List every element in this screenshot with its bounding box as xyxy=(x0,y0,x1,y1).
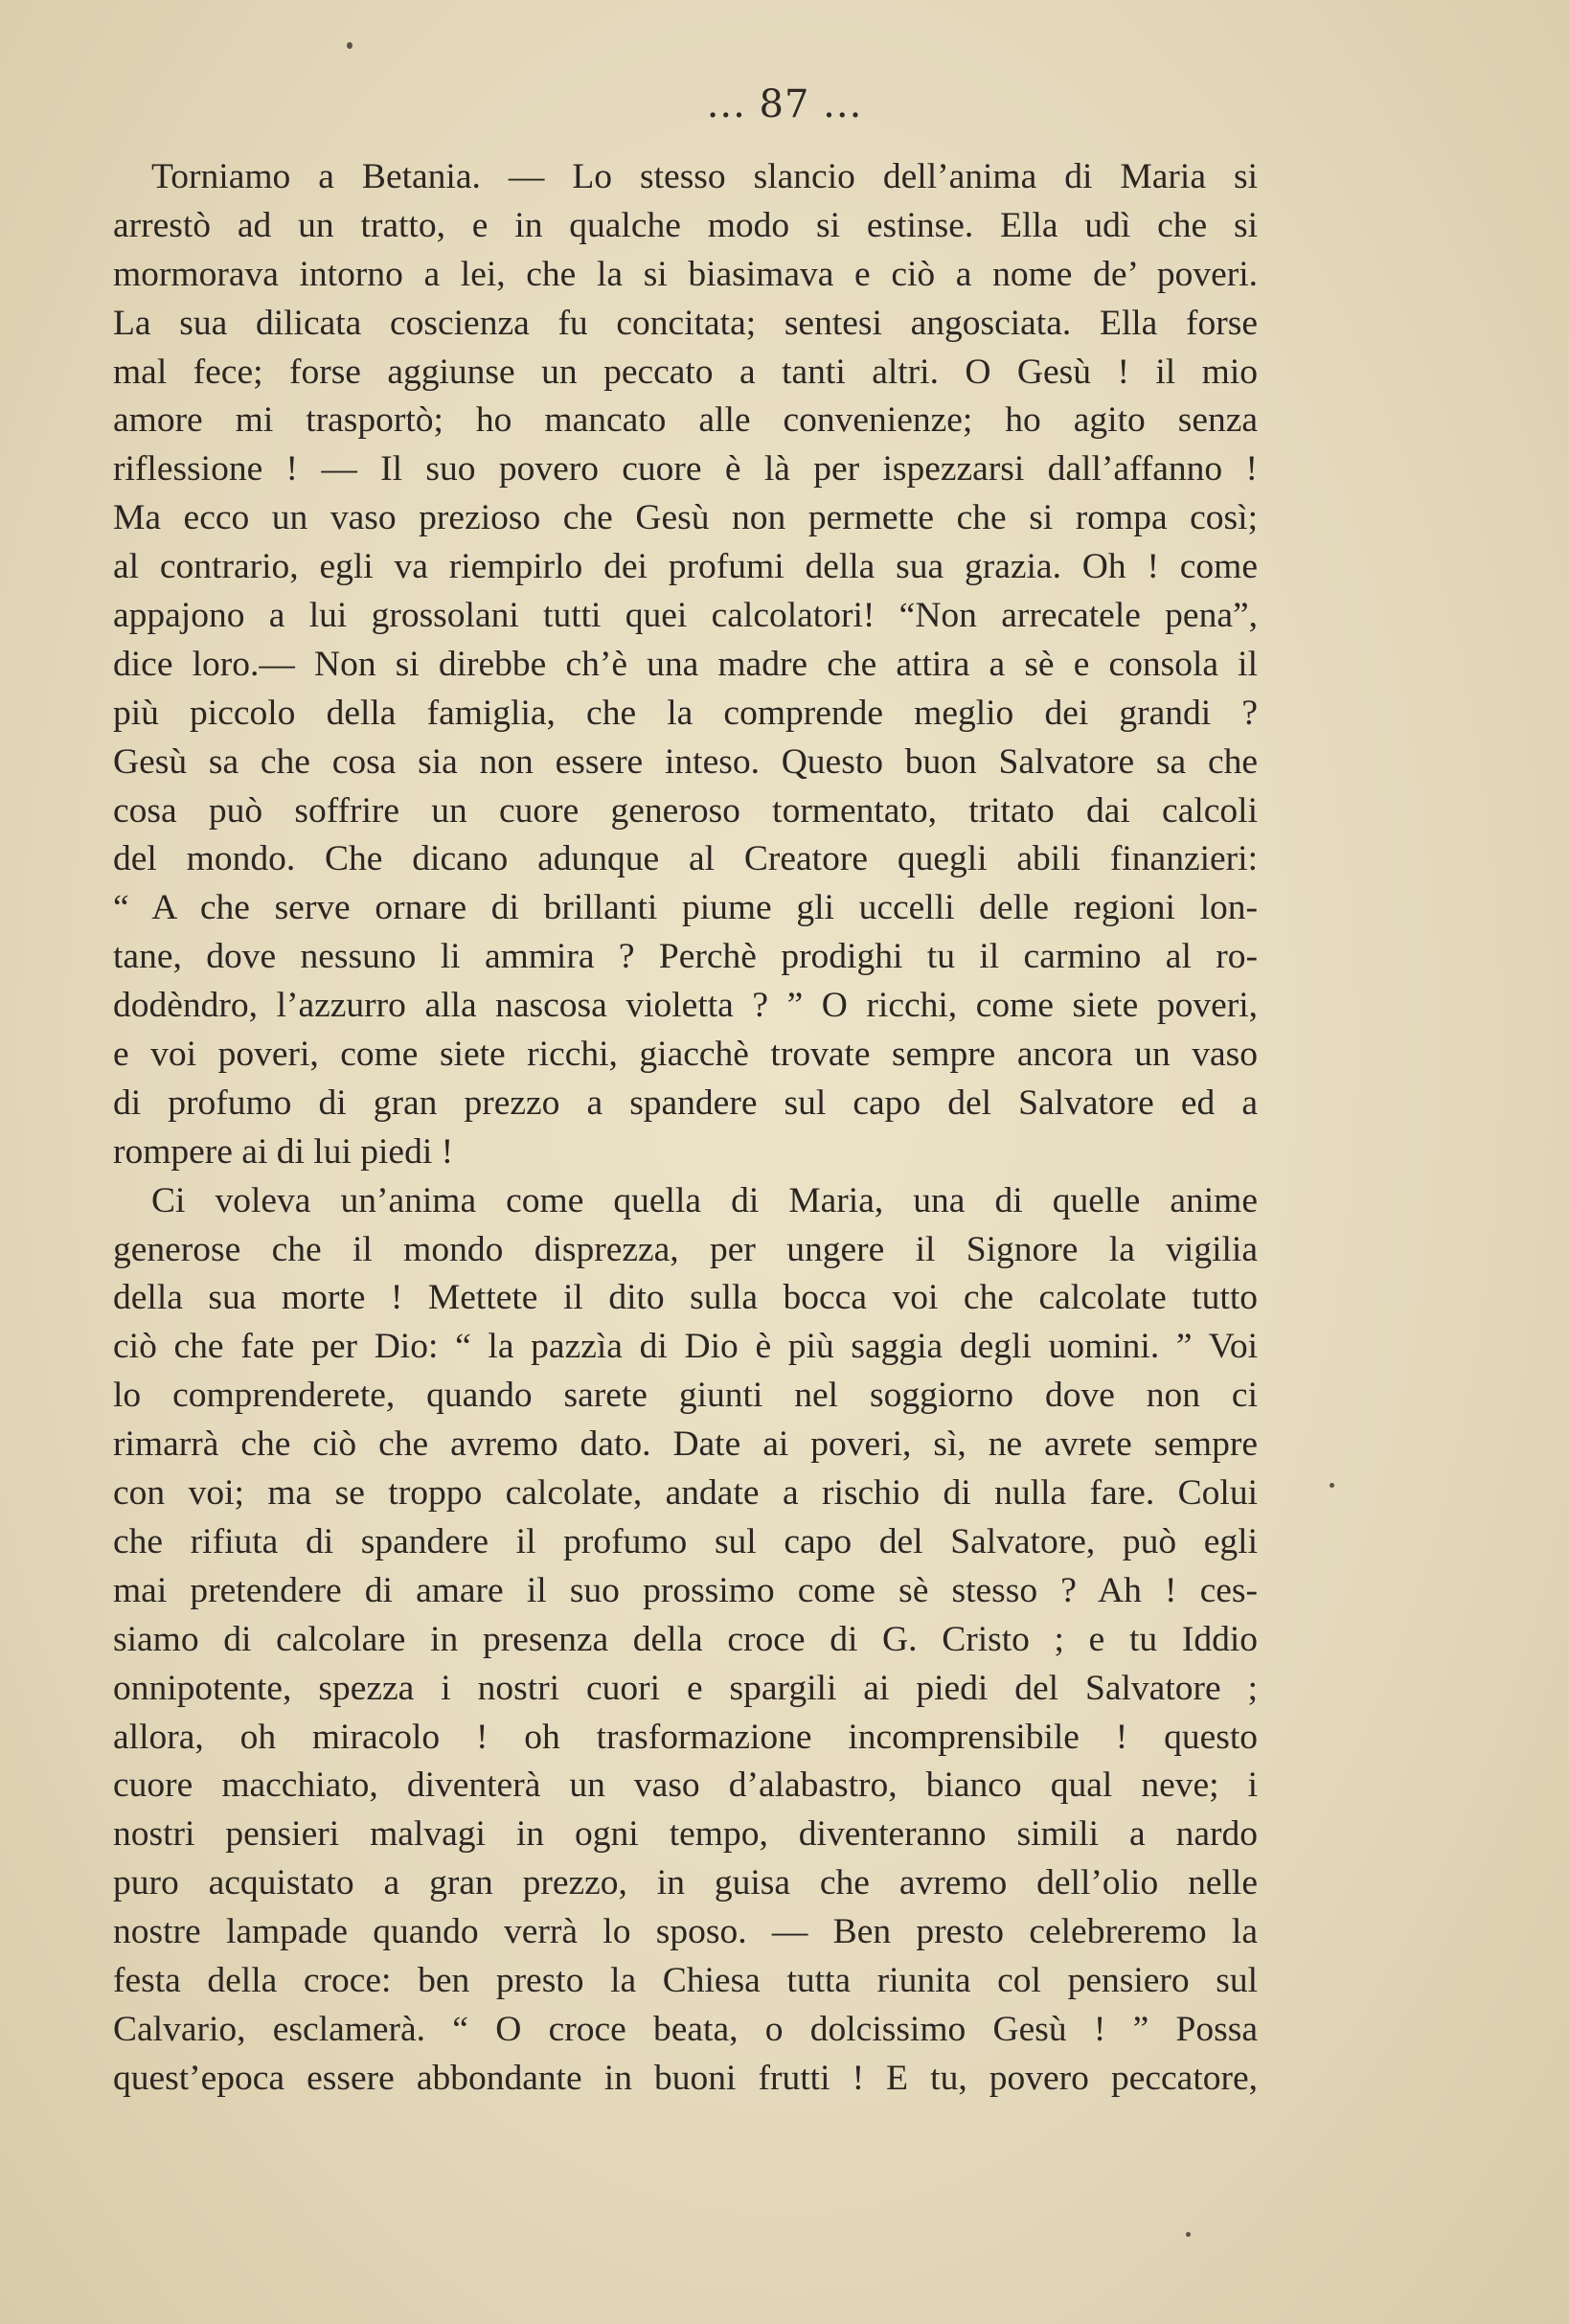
text-line: di profumo di gran prezzo a spandere sul capo del Salvatore ed a xyxy=(113,1082,1258,1123)
text-line: riflessione ! — Il suo povero cuore è là per ispezzarsi dall’affanno ! xyxy=(113,449,1258,490)
text-line: Gesù sa che cosa sia non essere inteso. Questo buon Salvatore sa che xyxy=(113,741,1258,782)
text-line: arrestò ad un tratto, e in qualche modo si estinse. Ella udì che si xyxy=(113,205,1258,245)
text-line: rimarrà che ciò che avremo dato. Date ai poveri, sì, ne avrete sempre xyxy=(113,1424,1258,1465)
body-text xyxy=(113,153,1258,2104)
text-line: dice loro.— Non si direbbe ch’è una madre che attira a sè e consola il xyxy=(113,644,1258,684)
text-line: del mondo. Che dicano adunque al Creatore quegli abili finanzieri: xyxy=(113,839,1258,879)
text-line: Calvario, esclamerà. “ O croce beata, o dolcissimo Gesù ! ” Possa xyxy=(113,2009,1258,2049)
text-line: quest’epoca essere abbondante in buoni frutti ! E tu, povero peccatore, xyxy=(113,2058,1258,2098)
text-line: Ci voleva un’anima come quella di Maria, una di quelle anime xyxy=(151,1180,1258,1220)
text-line: allora, oh miracolo ! oh trasformazione incomprensibile ! questo xyxy=(113,1717,1258,1757)
text-line: al contrario, egli va riempirlo dei profumi della sua grazia. Oh ! come xyxy=(113,547,1258,587)
text-line: Ma ecco un vaso prezioso che Gesù non permette che si rompa così; xyxy=(113,498,1258,538)
ink-speck xyxy=(1330,1483,1334,1488)
text-line: più piccolo della famiglia, che la comprende meglio dei grandi ? xyxy=(113,693,1258,733)
text-line: ciò che fate per Dio: “ la pazzìa di Dio è più saggia degli uomini. ” Voi xyxy=(113,1327,1258,1367)
text-line: puro acquistato a gran prezzo, in guisa che avremo dell’olio nelle xyxy=(113,1863,1258,1903)
text-line: appajono a lui grossolani tutti quei calcolatori! “Non arrecatele pena”, xyxy=(113,596,1258,636)
text-line: mal fece; forse aggiunse un peccato a tanti altri. O Gesù ! il mio xyxy=(113,352,1258,392)
text-line: nostre lampade quando verrà lo sposo. — Ben presto celebreremo la xyxy=(113,1912,1258,1952)
page-number: ... 87 ... xyxy=(706,82,863,126)
text-line: cosa può soffrire un cuore generoso tormentato, tritato dai calcoli xyxy=(113,790,1258,831)
text-line: siamo di calcolare in presenza della croce di G. Cristo ; e tu Iddio xyxy=(113,1619,1258,1659)
text-line: tane, dove nessuno li ammira ? Perchè prodighi tu il carmino al ro- xyxy=(113,937,1258,977)
text-line: che rifiuta di spandere il profumo sul capo del Salvatore, può egli xyxy=(113,1521,1258,1561)
text-line: lo comprenderete, quando sarete giunti nel soggiorno dove non ci xyxy=(113,1376,1258,1416)
text-line: cuore macchiato, diventerà un vaso d’alabastro, bianco qual neve; i xyxy=(113,1766,1258,1806)
text-line: con voi; ma se troppo calcolate, andate a rischio di nulla fare. Colui xyxy=(113,1473,1258,1514)
text-line: mormorava intorno a lei, che la si biasimava e ciò a nome de’ poveri. xyxy=(113,254,1258,294)
text-line: generose che il mondo disprezza, per ungere il Signore la vigilia xyxy=(113,1229,1258,1269)
text-line: nostri pensieri malvagi in ogni tempo, diventeranno simili a nardo xyxy=(113,1814,1258,1855)
text-line: dodèndro, l’azzurro alla nascosa violetta ? ” O ricchi, come siete poveri, xyxy=(113,986,1258,1026)
text-line: “ A che serve ornare di brillanti piume gli uccelli delle regioni lon- xyxy=(113,888,1258,928)
text-line: della sua morte ! Mettete il dito sulla bocca voi che calcolate tutto xyxy=(113,1278,1258,1318)
ink-speck xyxy=(347,42,352,49)
text-line: amore mi trasportò; ho mancato alle convenienze; ho agito senza xyxy=(113,400,1258,441)
text-line: e voi poveri, come siete ricchi, giacchè trovate sempre ancora un vaso xyxy=(113,1035,1258,1075)
ink-speck xyxy=(1186,2232,1191,2237)
text-line: festa della croce: ben presto la Chiesa tutta riunita col pensiero sul xyxy=(113,1960,1258,2000)
text-line: La sua dilicata coscienza fu concitata; sentesi angosciata. Ella forse xyxy=(113,303,1258,343)
text-line: Torniamo a Betania. — Lo stesso slancio dell’anima di Maria si xyxy=(151,157,1258,196)
text-line: onnipotente, spezza i nostri cuori e spargili ai piedi del Salvatore ; xyxy=(113,1668,1258,1708)
text-line: mai pretendere di amare il suo prossimo come sè stesso ? Ah ! ces- xyxy=(113,1570,1258,1610)
text-line: rompere ai di lui piedi ! xyxy=(113,1131,454,1172)
